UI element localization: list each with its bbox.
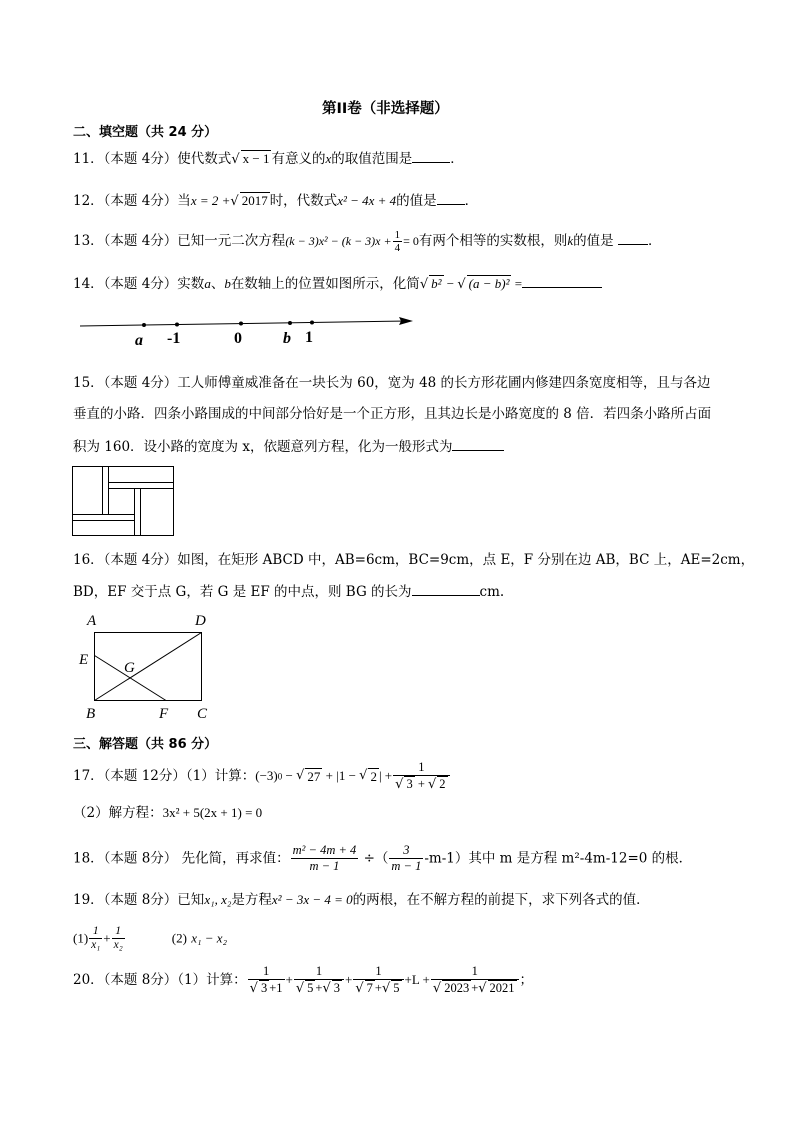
q14-a: a xyxy=(204,276,211,291)
part-title: 第II卷（非选择题） xyxy=(322,101,449,117)
question-12 xyxy=(73,190,478,212)
q12-answer-blank xyxy=(437,190,465,205)
q19-plus: + xyxy=(103,930,111,946)
diagonal-bd xyxy=(95,633,202,701)
q14-b: b xyxy=(224,276,231,291)
q17-abs-close: | + xyxy=(378,768,393,783)
frac-numerator: 1 xyxy=(89,925,102,939)
q12-mid: 时，代数式 xyxy=(269,193,338,209)
q18-fraction-2 xyxy=(389,843,423,874)
sqrt-symbol: √ xyxy=(296,768,305,783)
section-fill-in-heading: 二、填空题（共 24 分） xyxy=(73,125,218,140)
q18-prefix: 18．（本题 8分） 先化简，再求值： xyxy=(73,850,290,867)
q20-fraction-4 xyxy=(431,964,519,996)
q19-equation: x² − 3x − 4 = 0 xyxy=(271,892,353,907)
sqrt-symbol: √ xyxy=(231,152,240,167)
question-19-parts xyxy=(73,925,227,952)
question-15-line-3 xyxy=(73,436,504,457)
q20-fraction-1 xyxy=(248,964,285,996)
question-17-part-1 xyxy=(73,760,451,792)
q20-prefix: 20．（本题 8分）（1）计算： xyxy=(73,972,247,988)
q14-radicand-2: (a − b)² xyxy=(468,276,510,291)
q20-d3a: 7 xyxy=(366,981,373,995)
label-a: a xyxy=(135,332,143,349)
label-E: E xyxy=(79,652,89,668)
q11-var: x xyxy=(325,151,332,166)
q16-answer-blank xyxy=(412,581,480,596)
garden-paths-figure xyxy=(72,466,176,538)
rectangle-abcd-figure xyxy=(76,610,216,725)
label-D: D xyxy=(195,613,206,629)
label-B: B xyxy=(86,706,96,722)
frac-numerator: 1 xyxy=(393,760,449,776)
q17-den-b: 2 xyxy=(439,777,446,791)
q17-radicand-2: 2 xyxy=(370,769,377,784)
section-answer-heading: 三、解答题（共 86 分） xyxy=(73,737,218,752)
q14-answer-blank xyxy=(522,273,602,288)
garden-outline xyxy=(73,467,174,536)
q20-d2a: 5 xyxy=(307,981,314,995)
q17-term-1: (−3) xyxy=(255,768,278,783)
q17-part-2-prefix: （2）解方程： xyxy=(73,805,163,821)
label-C: C xyxy=(197,706,208,722)
q16-unit: cm. xyxy=(479,584,505,600)
frac-denominator: √ 2023 +√ 2021 xyxy=(432,981,515,996)
frac-denominator: x₁ xyxy=(91,939,101,951)
q17-minus: − xyxy=(282,768,297,783)
q14-mid: 在数轴上的位置如图所示，化简 xyxy=(230,276,420,292)
frac-denominator: √ 7 +√ 5 xyxy=(355,981,400,996)
q19-fraction-2 xyxy=(112,925,125,952)
frac-denominator: m − 1 xyxy=(309,859,340,873)
q12-radicand: 2017 xyxy=(241,193,268,208)
q13-end: ． xyxy=(647,233,662,249)
q20-d4a: 2023 xyxy=(444,981,470,995)
q11-radicand: x − 1 xyxy=(242,151,270,166)
point-b xyxy=(288,321,292,325)
point-a xyxy=(142,323,146,327)
q18-fraction-1 xyxy=(291,843,359,874)
q18-divide: ÷（ xyxy=(359,850,389,867)
q17-abs-open: + |1 − xyxy=(322,768,360,783)
q17-den-a: 3 xyxy=(406,777,413,791)
q13-prefix: 13．（本题 4分）已知一元二次方程 xyxy=(73,233,286,249)
q17-den-plus: + xyxy=(414,777,428,791)
q17-prefix: 17．（本题 12分）（1）计算： xyxy=(73,768,256,784)
q20-d1b: 1 xyxy=(276,981,283,995)
q19-fraction-1 xyxy=(89,925,102,952)
q20-fraction-3 xyxy=(353,964,403,996)
number-line-axis xyxy=(80,321,408,326)
sqrt-symbol: √ xyxy=(359,768,368,783)
label-b: b xyxy=(283,330,291,347)
q11-mid: 有意义的 xyxy=(271,151,326,167)
q20-end: ； xyxy=(519,972,534,988)
q20-d1a: 3 xyxy=(260,981,268,995)
q16-line-2-text: BD，EF 交于点 G，若 G 是 EF 的中点，则 BG 的长为 xyxy=(73,584,412,600)
point-minus-1 xyxy=(175,323,179,327)
q13-var: k xyxy=(567,233,574,248)
label-G: G xyxy=(124,660,135,676)
q14-minus: − xyxy=(443,276,458,291)
question-20 xyxy=(73,964,533,996)
q17-part-2-equation: 3x² + 5(2x + 1) = 0 xyxy=(162,805,263,820)
question-15-line-1: 15．（本题 4分）工人师傅童威准备在一块长为 60，宽为 48 的长方形花圃内修建四条宽度相等，且与各边 xyxy=(73,375,711,391)
q19-prefix: 19．（本题 8分）已知 xyxy=(73,892,205,908)
point-1 xyxy=(310,321,314,325)
question-17-part-2 xyxy=(73,803,262,823)
question-15-line-2: 垂直的小路．四条小路围成的中间部分恰好是一个正方形，且其边长是小路宽度的 8 倍．若四条小路所占面 xyxy=(73,406,712,422)
sqrt-symbol: √ xyxy=(419,277,429,292)
sqrt-symbol: √ xyxy=(457,277,466,292)
number-line-figure xyxy=(75,312,420,352)
frac-denominator xyxy=(393,776,449,792)
question-14 xyxy=(73,273,602,295)
sqrt-symbol: √ xyxy=(395,777,404,792)
q13-suffix: 的值是 xyxy=(573,233,614,249)
q12-end: ． xyxy=(464,193,479,209)
frac-numerator: 1 xyxy=(394,229,401,241)
frac-numerator: 1 xyxy=(431,964,519,980)
q20-plus: + xyxy=(345,972,353,987)
arrow-head-icon xyxy=(399,317,413,325)
frac-numerator: 1 xyxy=(353,964,403,980)
frac-numerator: 1 xyxy=(294,964,344,980)
point-0 xyxy=(239,322,243,326)
q15-line-3-text: 积为 160．设小路的宽度为 x，依题意列方程，化为一般形式为 xyxy=(73,439,453,455)
q19-suffix: 的两根，在不解方程的前提下，求下列各式的值． xyxy=(352,892,650,908)
q12-prefix: 12．（本题 4分）当 xyxy=(73,193,191,209)
question-13 xyxy=(73,229,661,254)
question-16-line-1: 16．（本题 4分）如图，在矩形 ABCD 中，AB=6cm，BC=9cm，点 E，F 分别在边 AB，BC 上，AE=2cm， xyxy=(73,552,755,568)
q17-radicand-27: 27 xyxy=(307,769,321,784)
q20-d3b: 5 xyxy=(393,981,400,995)
frac-denominator: 4 xyxy=(394,242,401,254)
q11-prefix: 11．（本题 4分）使代数式 xyxy=(73,151,232,167)
frac-numerator: 1 xyxy=(112,925,125,939)
q19-vars: x₁, x₂ xyxy=(204,892,232,907)
question-16-line-2 xyxy=(73,581,504,602)
q12-suffix: 的值是 xyxy=(396,193,437,209)
frac-numerator: 1 xyxy=(248,964,285,980)
q20-ellipsis: +L + xyxy=(404,972,430,987)
label-1: 1 xyxy=(305,329,313,346)
q14-prefix: 14．（本题 4分）实数 xyxy=(73,276,205,292)
frac-denominator: x₂ xyxy=(113,939,123,951)
q11-answer-blank xyxy=(412,148,450,163)
q17-fraction xyxy=(393,760,449,792)
q14-radicand-1: b² xyxy=(431,276,442,291)
question-19 xyxy=(73,890,650,910)
sqrt-symbol: √ xyxy=(428,777,437,792)
q19-mid: 是方程 xyxy=(231,892,272,908)
frac-numerator: m² − 4m + 4 xyxy=(292,843,357,857)
q20-plus: + xyxy=(285,972,293,987)
q11-suffix: 的取值范围是 xyxy=(331,151,413,167)
q14-eq: = xyxy=(511,276,523,291)
q13-mid: 有两个相等的实数根，则 xyxy=(418,233,568,249)
frac-denominator: √ 5 +√ 3 xyxy=(295,981,341,996)
frac-denominator: √ 3 +1 xyxy=(249,981,283,996)
q13-expr-b: = 0 xyxy=(403,234,419,248)
label-F: F xyxy=(159,706,169,722)
question-11 xyxy=(73,148,464,170)
question-18 xyxy=(73,843,692,874)
q15-answer-blank xyxy=(452,436,504,451)
q13-answer-blank xyxy=(618,230,648,245)
q11-end: ． xyxy=(450,151,464,167)
q12-lhs: x = 2 + xyxy=(190,193,231,208)
q20-d4b: 2021 xyxy=(489,981,515,995)
q18-tail: -m-1）其中 m 是方程 m²-4m-12=0 的根． xyxy=(424,850,693,867)
q19-part-2-label: (2) xyxy=(171,930,187,946)
q19-part-1-label: (1) xyxy=(73,930,89,946)
frac-denominator: m − 1 xyxy=(391,859,422,873)
frac-numerator: 3 xyxy=(389,843,423,859)
label-0: 0 xyxy=(234,330,242,347)
label-A: A xyxy=(87,613,97,629)
q13-fraction xyxy=(393,229,403,254)
q14-sep: 、 xyxy=(210,276,225,292)
label-minus-1: -1 xyxy=(167,330,181,347)
q20-fraction-2 xyxy=(294,964,344,996)
q13-expr-a: (k − 3)x² − (k − 3)x + xyxy=(285,234,392,248)
q20-d2b: 3 xyxy=(333,981,341,995)
q12-expr: x² − 4x + 4 xyxy=(337,193,397,208)
sqrt-symbol: √ xyxy=(230,194,239,209)
q19-part-2-expr: x₁ − x₂ xyxy=(191,930,228,946)
q17-exponent: 0 xyxy=(277,771,283,782)
